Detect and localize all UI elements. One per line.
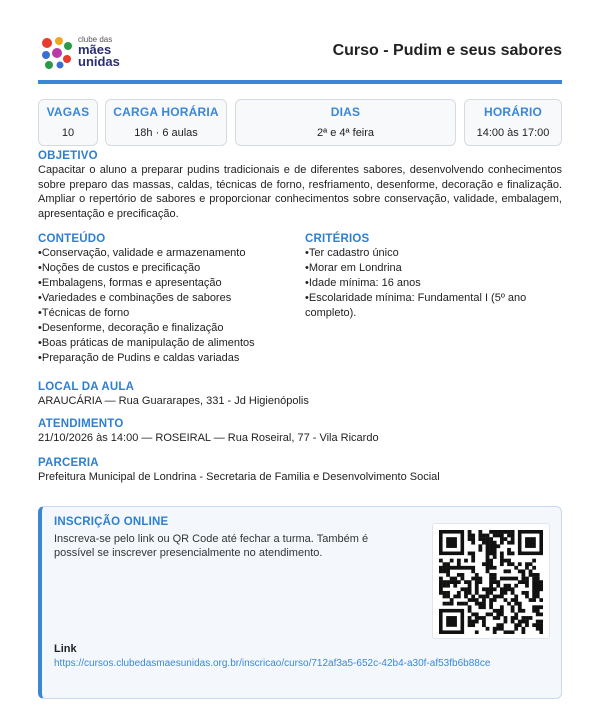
list-item: • Ter cadastro único [305, 246, 563, 261]
stat-label: CARGA HORÁRIA [113, 105, 219, 119]
section-criterios [305, 233, 563, 321]
page-title: Curso - Pudim e seus sabores [332, 42, 562, 59]
list-item: • Embalagens, formas e apresentação [38, 276, 298, 291]
link-label: Link [54, 643, 77, 655]
section-atendimento [38, 418, 562, 446]
list-item: • Desenforme, decoração e finalização [38, 321, 298, 336]
criterios-list [305, 246, 563, 321]
brand-line2: unidas [78, 54, 120, 69]
stat-horario [464, 99, 562, 146]
stat-vagas [38, 99, 98, 146]
list-item: • Preparação de Pudins e caldas variadas [38, 351, 298, 366]
stat-dias [235, 99, 456, 146]
stat-value: 10 [61, 127, 75, 139]
section-heading: PARCERIA [38, 457, 99, 469]
section-heading: LOCAL DA AULA [38, 381, 135, 393]
stat-value: 14:00 às 17:00 [476, 127, 550, 139]
conteudo-list [38, 246, 298, 366]
section-heading: CONTEÚDO [38, 233, 106, 245]
section-parceria [38, 457, 562, 485]
header-divider [38, 80, 562, 84]
brand-name [78, 36, 120, 68]
parceria-text: Prefeitura Municipal de Londrina - Secretaria de Familia e Desenvolvimento Social [38, 471, 440, 483]
stat-label: VAGAS [46, 105, 90, 119]
logo[interactable] [38, 34, 158, 70]
stat-label: DIAS [330, 105, 361, 119]
section-heading: ATENDIMENTO [38, 418, 124, 430]
inscricao-link[interactable]: https://cursos.clubedasmaesunidas.org.br/inscricao/curso/712af3a5-652c-42b4-a30f-af53fb6b88ce [54, 658, 491, 669]
stat-carga-horaria [105, 99, 227, 146]
inscricao-card [38, 506, 562, 699]
stats-row [38, 99, 562, 146]
section-conteudo [38, 233, 298, 366]
section-heading: OBJETIVO [38, 150, 98, 162]
brand-logo-icon [38, 34, 74, 70]
list-item: • Conservação, validade e armazenamento [38, 246, 298, 261]
list-item: • Boas práticas de manipulação de alimentos [38, 336, 298, 351]
section-local [38, 381, 562, 409]
brand-line1: mães [78, 42, 112, 57]
local-text: ARAUCÁRIA — Rua Guararapes, 331 - Jd Higienópolis [38, 395, 309, 407]
qr-code[interactable] [432, 523, 550, 639]
list-item: • Morar em Londrina [305, 261, 563, 276]
qr-code-icon [439, 530, 543, 634]
objetivo-text: Capacitar o aluno a preparar pudins tradicionais e de diferentes sabores, desenvolvendo conhecimentos sobre preparo das massas, caldas, técnicas de forno, resfriamento, desenforme, decoração e finalização. Ampliar o repertório de sabores e proporcionar conhecimentos sobre conservação, validade, embalagem, apresentação e precificação. [38, 164, 562, 220]
section-heading: INSCRIÇÃO ONLINE [54, 516, 169, 528]
list-item: • Variedades e combinações de sabores [38, 291, 298, 306]
section-objetivo [38, 150, 562, 221]
atendimento-text: 21/10/2026 às 14:00 — ROSEIRAL — Rua Roseiral, 77 - Vila Ricardo [38, 432, 379, 444]
inscricao-text: Inscreva-se pelo link ou QR Code até fechar a turma. Também é possível se inscrever presencialmente no atendimento. [54, 533, 369, 559]
section-heading: CRITÉRIOS [305, 233, 370, 245]
list-item: • Escolaridade mínima: Fundamental I (5º ano completo). [305, 291, 563, 321]
stat-value: 18h · 6 aulas [134, 127, 198, 139]
brand-small: clube das [78, 35, 113, 44]
list-item: • Técnicas de forno [38, 306, 298, 321]
stat-value: 2ª e 4ª feira [316, 127, 375, 139]
list-item: • Noções de custos e precificação [38, 261, 298, 276]
list-item: • Idade mínima: 16 anos [305, 276, 563, 291]
header [38, 30, 562, 82]
stat-label: HORÁRIO [483, 105, 543, 119]
